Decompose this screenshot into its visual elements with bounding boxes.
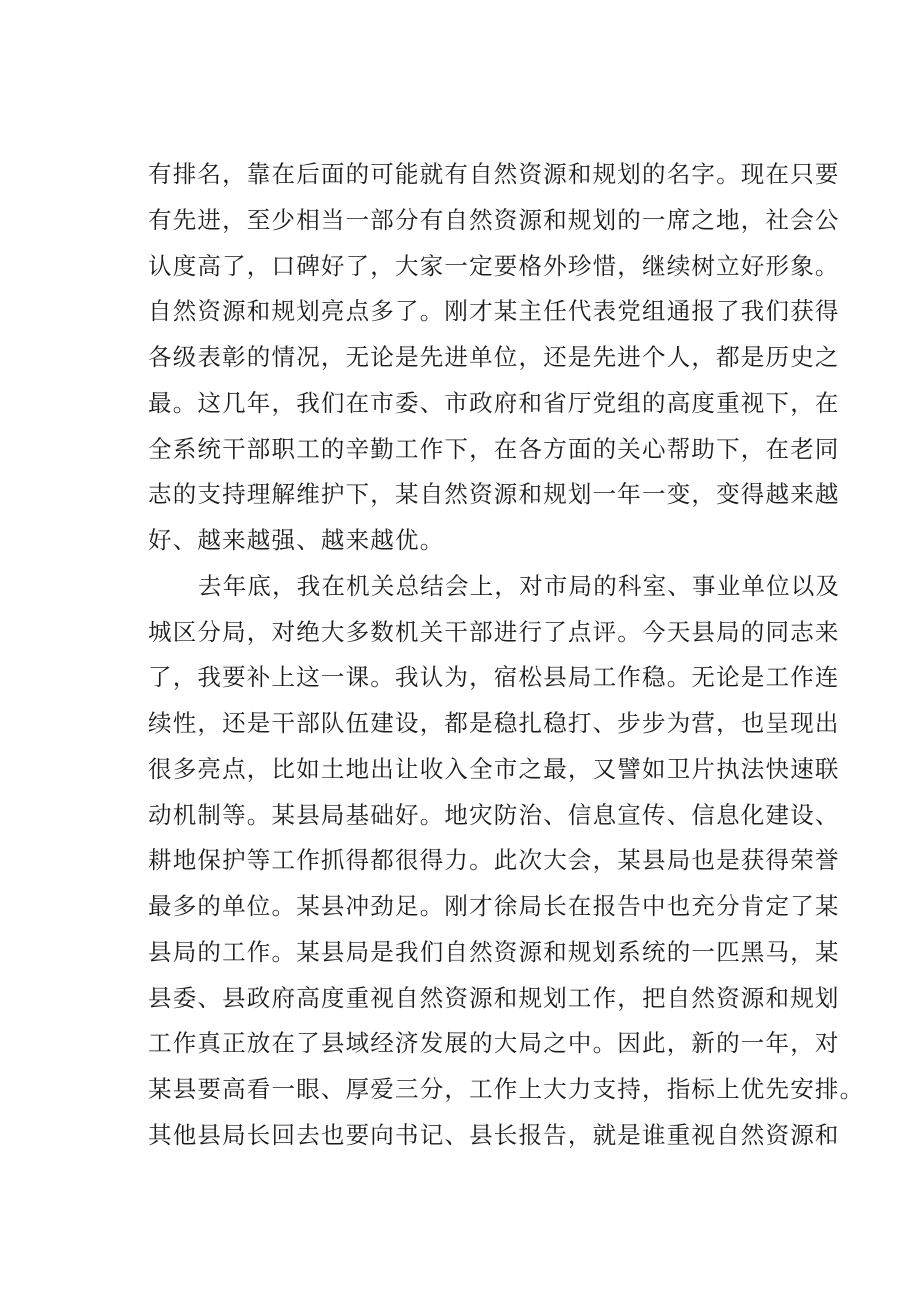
paragraph-first-line: 去年底，我在机关总结会上，对市局的科室、事业单位以及 [198, 571, 841, 600]
text-line: 好、越来越强、越来越优。 [148, 526, 445, 554]
text-line: 有排名，靠在后面的可能就有自然资源和规划的名字。现在只要 [148, 160, 840, 188]
text-line: 县委、县政府高度重视自然资源和规划工作，把自然资源和规划 [148, 983, 840, 1012]
text-line: 某县要高看一眼、厚爱三分，工作上大力支持，指标上优先安排。 [148, 1075, 865, 1103]
text-line: 最。这几年，我们在市委、市政府和省厅党组的高度重视下，在 [148, 388, 840, 417]
text-line: 耕地保护等工作抓得都很得力。此次大会，某县局也是获得荣誉 [148, 846, 840, 875]
text-line: 志的支持理解维护下，某自然资源和规划一年一变，变得越来越 [148, 480, 840, 509]
text-line: 了，我要补上这一课。我认为，宿松县局工作稳。无论是工作连 [148, 663, 840, 692]
text-line: 有先进，至少相当一部分有自然资源和规划的一席之地，社会公 [148, 205, 840, 234]
text-line: 城区分局，对绝大多数机关干部进行了点评。今天县局的同志来 [148, 617, 840, 646]
text-line: 最多的单位。某县冲劲足。刚才徐局长在报告中也充分肯定了某 [148, 892, 840, 920]
text-line: 动机制等。某县局基础好。地灾防治、信息宣传、信息化建设、 [148, 800, 840, 829]
text-line: 自然资源和规划亮点多了。刚才某主任代表党组通报了我们获得 [148, 297, 840, 326]
text-line: 认度高了，口碑好了，大家一定要格外珍惜，继续树立好形象。 [148, 251, 840, 280]
text-line: 其他县局长回去也要向书记、县长报告，就是谁重视自然资源和 [148, 1120, 840, 1149]
text-line: 续性，还是干部队伍建设，都是稳扎稳打、步步为营，也呈现出 [148, 709, 840, 737]
text-line: 全系统干部职工的辛勤工作下，在各方面的关心帮助下，在老同 [148, 434, 840, 463]
text-line: 县局的工作。某县局是我们自然资源和规划系统的一匹黑马，某 [148, 937, 840, 966]
text-line: 很多亮点，比如土地出让收入全市之最，又譬如卫片执法快速联 [148, 754, 840, 783]
document-body [148, 152, 865, 1159]
text-line: 工作真正放在了县域经济发展的大局之中。因此，新的一年，对 [148, 1029, 840, 1058]
text-line: 各级表彰的情况，无论是先进单位，还是先进个人，都是历史之 [148, 343, 840, 371]
